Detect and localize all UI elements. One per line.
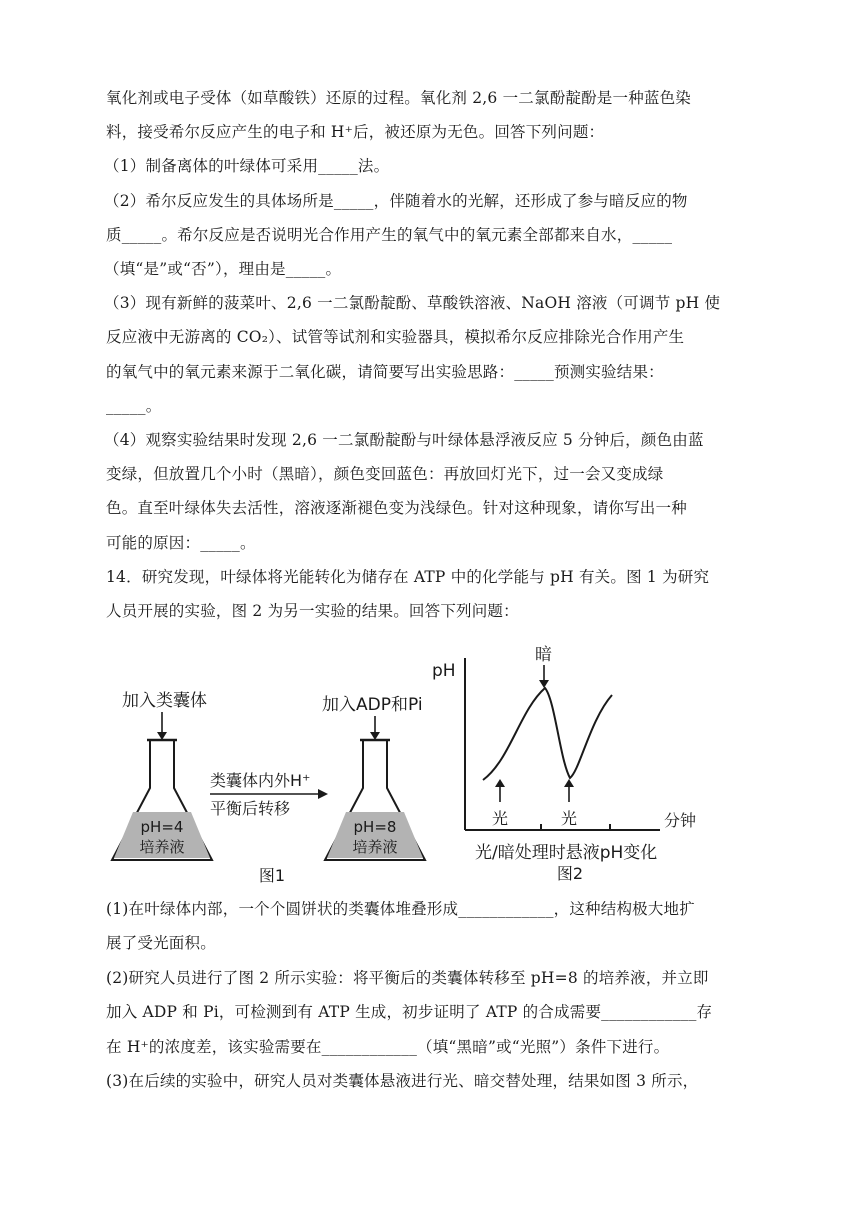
fig1-label-left-top: 加入类囊体 [122,691,207,711]
fig2-light-label-1: 光 [492,809,509,828]
fig2-dark-arrowhead [539,680,549,688]
fig1-label-right-top: 加入ADP和Pi [322,695,423,715]
text-line: 质_____。希尔反应是否说明光合作用产生的氧气中的氧元素全部都来自水，_____ [106,225,673,244]
fig2-x-label: 分钟 [664,811,697,830]
fig1-transfer-line2: 平衡后转移 [210,799,291,818]
text-line: (3)在后续的实验中，研究人员对类囊体悬液进行光、暗交替处理，结果如图 3 所示， [106,1072,699,1090]
text-line: 可能的原因：_____。 [106,533,256,552]
flask-right-liquid-label: 培养液 [352,838,398,856]
text-line: 人员开展的实验，图 2 为另一实验的结果。回答下列问题： [106,602,519,620]
text-line: 变绿，但放置几个小时（黑暗），颜色变回蓝色：再放回灯光下，过一会又变成绿 [106,465,664,484]
text-line: 的氧气中的氧元素来源于二氧化碳，请简要写出实验思路：_____预测实验结果： [106,362,664,381]
text-line: 反应液中无游离的 CO₂）、试管等试剂和实验器具，模拟希尔反应排除光合作用产生 [106,328,685,347]
fig2-ph-curve [483,688,612,780]
fig1-transfer-line1: 类囊体内外H⁺ [210,771,311,790]
fig2-dark-label: 暗 [535,645,552,665]
fig1-arrowhead-right [370,732,380,740]
flask-left-ph: pH=4 [140,818,184,836]
fig2-light-arrowhead-1 [495,779,505,787]
fig2-light-arrowhead-2 [564,779,574,787]
text-line: （3）现有新鲜的菠菜叶、2,6 一二氯酚靛酚、草酸铁溶液、NaOH 溶液（可调节 pH 使 [104,294,721,313]
text-line: 加入 ADP 和 Pi，可检测到有 ATP 生成，初步证明了 ATP 的合成需要____________存 [106,1003,713,1022]
fig2-title: 光/暗处理时悬液pH变化 [475,843,658,863]
text-line: 展了受光面积。 [106,934,216,953]
text-line: 氧化剂或电子受体（如草酸铁）还原的过程。氧化剂 2,6 一二氯酚靛酚是一种蓝色染 [106,89,692,107]
text-line: 14．研究发现，叶绿体将光能转化为储存在 ATP 中的化学能与 pH 有关。图 1 为研究 [106,567,710,586]
text-line: （填“是”或“否”），理由是_____。 [104,260,342,278]
flask-right-ph: pH=8 [353,818,397,836]
text-line: (1)在叶绿体内部，一个个圆饼状的类囊体堆叠形成____________，这种结构极大地扩 [106,900,695,918]
text-line: 在 H⁺的浓度差，该实验需要在____________（填“黑暗”或“光照”）条件下进行。 [106,1037,670,1056]
text-line: (2)研究人员进行了图 2 所示实验：将平衡后的类囊体转移至 pH=8 的培养液，并立即 [106,968,709,987]
fig1-arrowhead-left [157,732,167,740]
text-line: （2）希尔反应发生的具体场所是_____，伴随着水的光解，还形成了参与暗反应的物 [104,191,688,210]
text-line: （1）制备离体的叶绿体可采用_____法。 [104,157,390,176]
figure-svg [100,640,740,890]
text-line: （4）观察实验结果时发现 2,6 一二氯酚靛酚与叶绿体悬浮液反应 5 分钟后，颜色由蓝 [104,431,704,449]
fig1-transfer-arrowhead [318,789,328,799]
fig2-y-label: pH [432,661,456,681]
text-line: _____。 [106,396,162,415]
fig2-caption: 图2 [556,864,584,883]
fig2-light-label-2: 光 [561,809,578,828]
text-line: 色。直至叶绿体失去活性，溶液逐渐褪色变为浅绿色。针对这种现象，请你写出一种 [106,499,687,518]
text-line: 料，接受希尔反应产生的电子和 H⁺后，被还原为无色。回答下列问题： [106,123,605,142]
fig1-caption: 图1 [258,866,286,885]
figure-block [100,640,740,890]
flask-left-liquid-label: 培养液 [139,838,185,856]
